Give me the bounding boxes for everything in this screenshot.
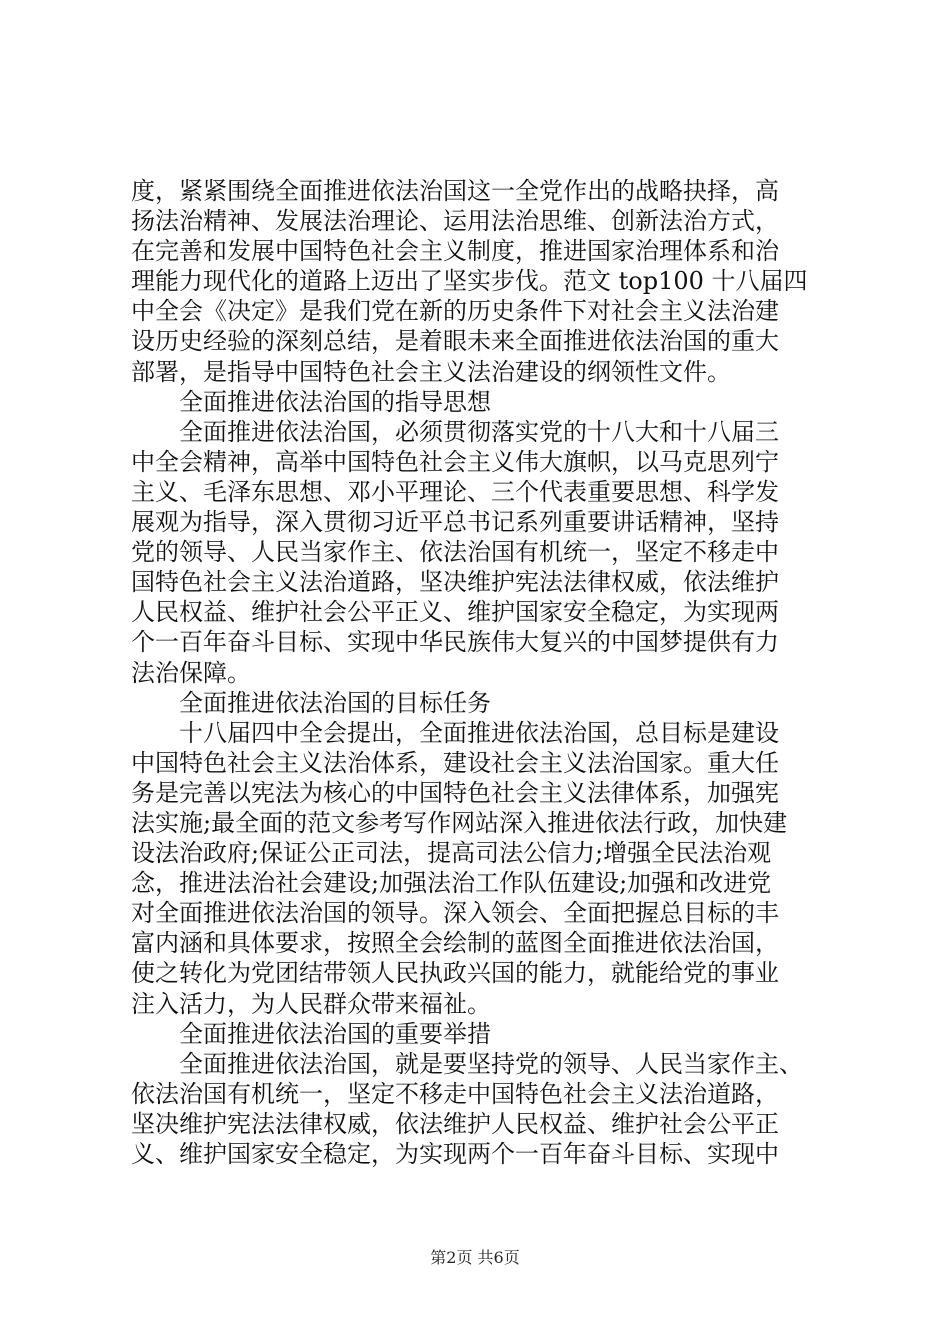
- text-line: 个一百年奋斗目标、实现中华民族伟大复兴的中国梦提供有力: [131, 628, 779, 657]
- text-line: 使之转化为党团结带领人民执政兴国的能力，就能给党的事业: [131, 959, 779, 988]
- section-heading: 全面推进依法治国的重要举措: [131, 1019, 491, 1048]
- text-line: 注入活力，为人民群众带来福祉。: [131, 989, 491, 1018]
- section-heading: 全面推进依法治国的目标任务: [131, 688, 491, 717]
- page-number-footer: 第2页 共6页: [430, 1248, 520, 1267]
- document-body: [131, 176, 851, 1169]
- text-line: 部署，是指导中国特色社会主义法治建设的纲领性文件。: [131, 357, 731, 386]
- text-line: 中国特色社会主义法治体系，建设社会主义法治国家。重大任: [131, 748, 779, 777]
- text-line: 十八届四中全会提出，全面推进依法治国，总目标是建设: [131, 718, 779, 747]
- text-line: 全面推进依法治国，就是要坚持党的领导、人民当家作主、: [131, 1049, 803, 1078]
- text-line: 全面推进依法治国，必须贯彻落实党的十八大和十八届三: [131, 417, 779, 446]
- text-line: 设历史经验的深刻总结，是着眼未来全面推进依法治国的重大: [131, 327, 779, 356]
- text-line: 法治保障。: [131, 658, 251, 687]
- text-line: 党的领导、人民当家作主、依法治国有机统一，坚定不移走中: [131, 538, 779, 567]
- text-line: 展观为指导，深入贯彻习近平总书记系列重要讲话精神，坚持: [131, 508, 779, 537]
- text-line: 坚决维护宪法法律权威，依法维护人民权益、维护社会公平正: [131, 1109, 779, 1138]
- text-line: 依法治国有机统一，坚定不移走中国特色社会主义法治道路，: [131, 1079, 779, 1108]
- text-line: 念，推进法治社会建设;加强法治工作队伍建设;加强和改进党: [131, 869, 772, 898]
- text-line: 富内涵和具体要求，按照全会绘制的蓝图全面推进依法治国，: [131, 929, 779, 958]
- text-line: 对全面推进依法治国的领导。深入领会、全面把握总目标的丰: [131, 899, 779, 928]
- section-heading: 全面推进依法治国的指导思想: [131, 387, 491, 416]
- text-line: 在完善和发展中国特色社会主义制度，推进国家治理体系和治: [131, 237, 779, 266]
- text-line: 理能力现代化的道路上迈出了坚实步伐。范文 top100 十八届四: [131, 267, 808, 296]
- text-line: 中全会《决定》是我们党在新的历史条件下对社会主义法治建: [131, 297, 779, 326]
- text-line: 主义、毛泽东思想、邓小平理论、三个代表重要思想、科学发: [131, 477, 779, 506]
- text-line: 中全会精神，高举中国特色社会主义伟大旗帜，以马克思列宁: [131, 447, 779, 476]
- text-line: 度，紧紧围绕全面推进依法治国这一全党作出的战略抉择，高: [131, 177, 779, 205]
- text-line: 人民权益、维护社会公平正义、维护国家安全稳定，为实现两: [131, 598, 779, 627]
- text-line: 义、维护国家安全稳定，为实现两个一百年奋斗目标、实现中: [131, 1140, 779, 1168]
- text-line: 设法治政府;保证公正司法，提高司法公信力;增强全民法治观: [131, 839, 772, 868]
- text-line: 国特色社会主义法治道路，坚决维护宪法法律权威，依法维护: [131, 568, 779, 597]
- text-line: 务是完善以宪法为核心的中国特色社会主义法律体系，加强宪: [131, 778, 779, 807]
- text-line: 扬法治精神、发展法治理论、运用法治思维、创新法治方式，: [131, 207, 779, 236]
- text-line: 法实施;最全面的范文参考写作网站深入推进依法行政，加快建: [131, 808, 788, 837]
